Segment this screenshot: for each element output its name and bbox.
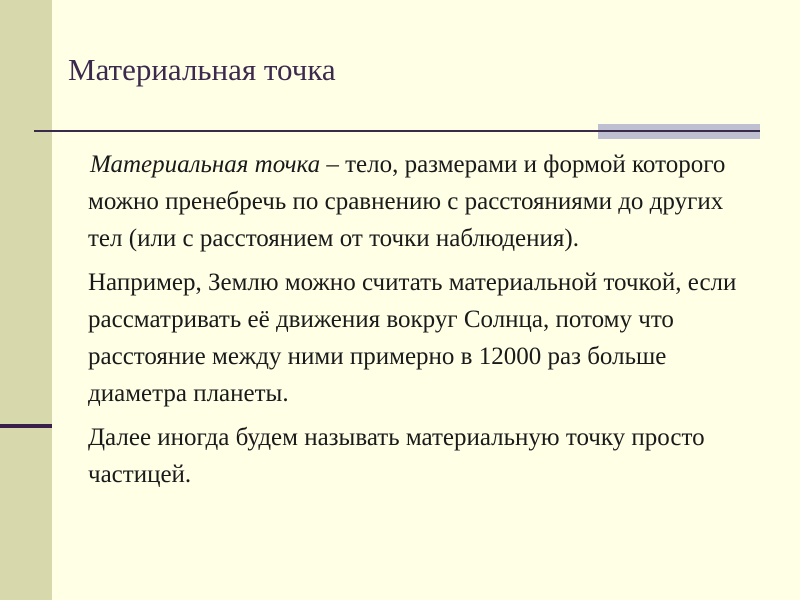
left-accent-line bbox=[0, 424, 52, 428]
slide-body bbox=[88, 146, 748, 500]
left-decor-bar bbox=[0, 0, 52, 600]
example-paragraph: Например, Землю можно считать материальной точкой, если рассматривать её движения вокруг Солнца, потому что расстояние между ними примерно в 12000 раз больше диаметра планеты. bbox=[88, 269, 737, 407]
definition-paragraph bbox=[88, 146, 748, 257]
slide-title: Материальная точка bbox=[68, 52, 336, 87]
definition-text: – тело, размерами и формой которого можно пренебречь по сравнению с расстояниями до других тел (или с расстоянием от точки наблюдения). bbox=[88, 151, 726, 252]
divider-accent-line bbox=[598, 130, 760, 132]
title-divider bbox=[34, 130, 598, 132]
note-paragraph: Далее иногда будем называть материальную точку просто частицей. bbox=[88, 424, 705, 488]
definition-term: Материальная точка bbox=[90, 151, 321, 178]
